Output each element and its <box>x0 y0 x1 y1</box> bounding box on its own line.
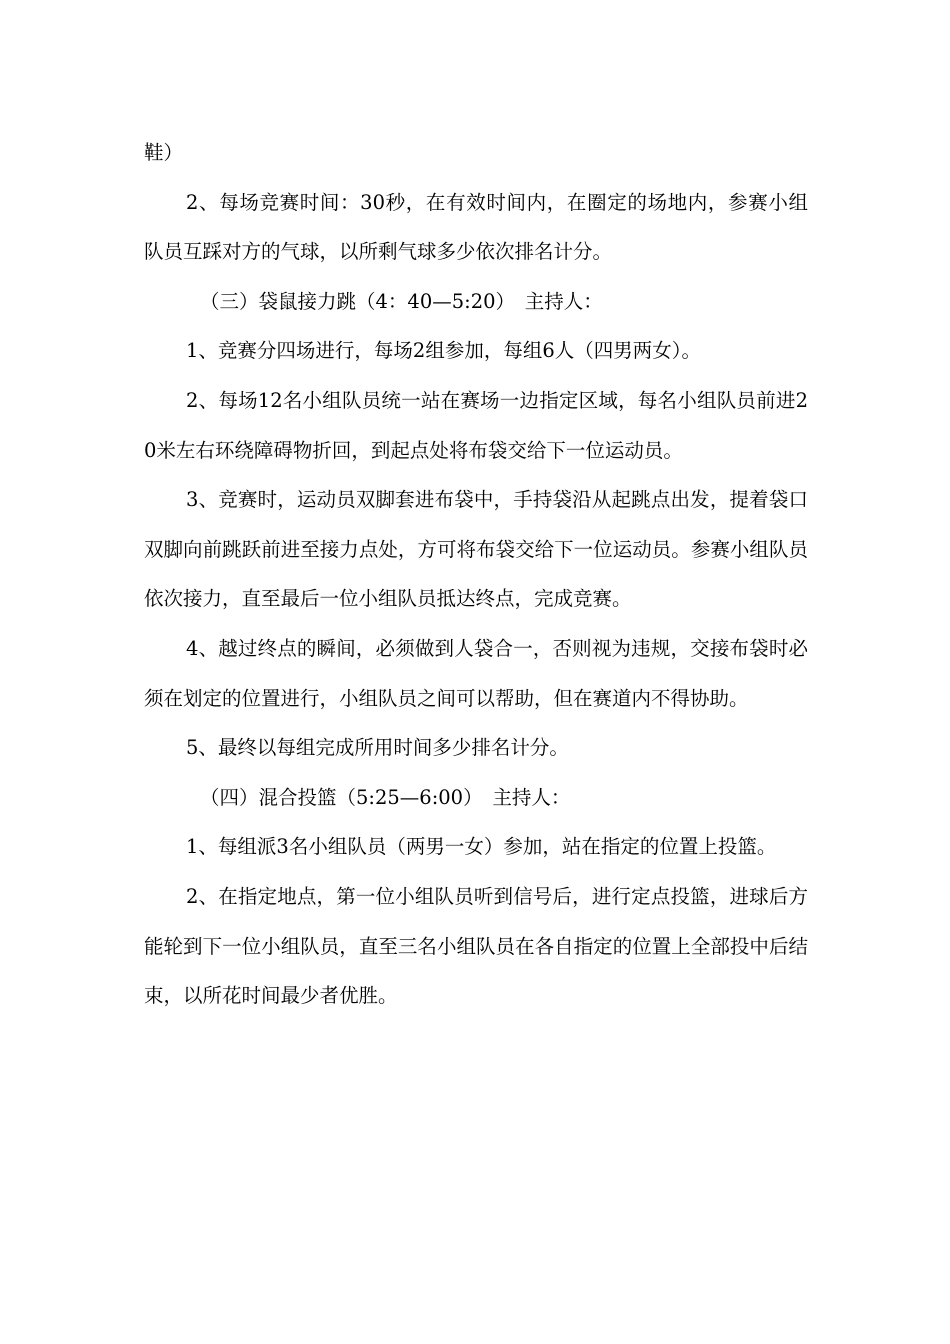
paragraph-rule-2: 2、每场12名小组队员统一站在赛场一边指定区域，每名小组队员前进20米左右环绕障碍物折回，到起点处将布袋交给下一位运动员。 <box>144 388 808 462</box>
paragraph-continuation: 鞋） <box>144 141 184 164</box>
paragraph-rule-3: 3、竞赛时，运动员双脚套进布袋中，手持袋沿从起跳点出发，提着袋口双脚向前跳跃前进至接力点处，方可将布袋交给下一位运动员。参赛小组队员依次接力，直至最后一位小组队员抵达终点，完成竞赛。 <box>144 488 808 611</box>
paragraph-rule-1: 1、竞赛分四场进行，每场2组参加，每组6人（四男两女）。 <box>186 339 701 363</box>
document-body <box>144 128 808 1021</box>
paragraph-rule-2: 2、每场竞赛时间：30秒，在有效时间内，在圈定的场地内，参赛小组队员互踩对方的气球，以所剩气球多少依次排名计分。 <box>144 190 808 264</box>
paragraph-rule-4: 4、越过终点的瞬间，必须做到人袋合一，否则视为违规，交接布袋时必须在划定的位置进行，小组队员之间可以帮助，但在赛道内不得协助。 <box>144 636 808 710</box>
paragraph-rule-5: 5、最终以每组完成所用时间多少排名计分。 <box>186 736 569 760</box>
paragraph-rule-1: 1、每组派3名小组队员（两男一女）参加，站在指定的位置上投篮。 <box>186 835 777 859</box>
section-heading-4: （四）混合投篮（5:25—6:00） 主持人： <box>200 785 571 809</box>
section-heading-3: （三）袋鼠接力跳（4：40—5:20） 主持人： <box>200 289 603 313</box>
paragraph-rule-2: 2、在指定地点，第一位小组队员听到信号后，进行定点投篮，进球后方能轮到下一位小组队员，直至三名小组队员在各自指定的位置上全部投中后结束，以所花时间最少者优胜。 <box>144 884 808 1008</box>
